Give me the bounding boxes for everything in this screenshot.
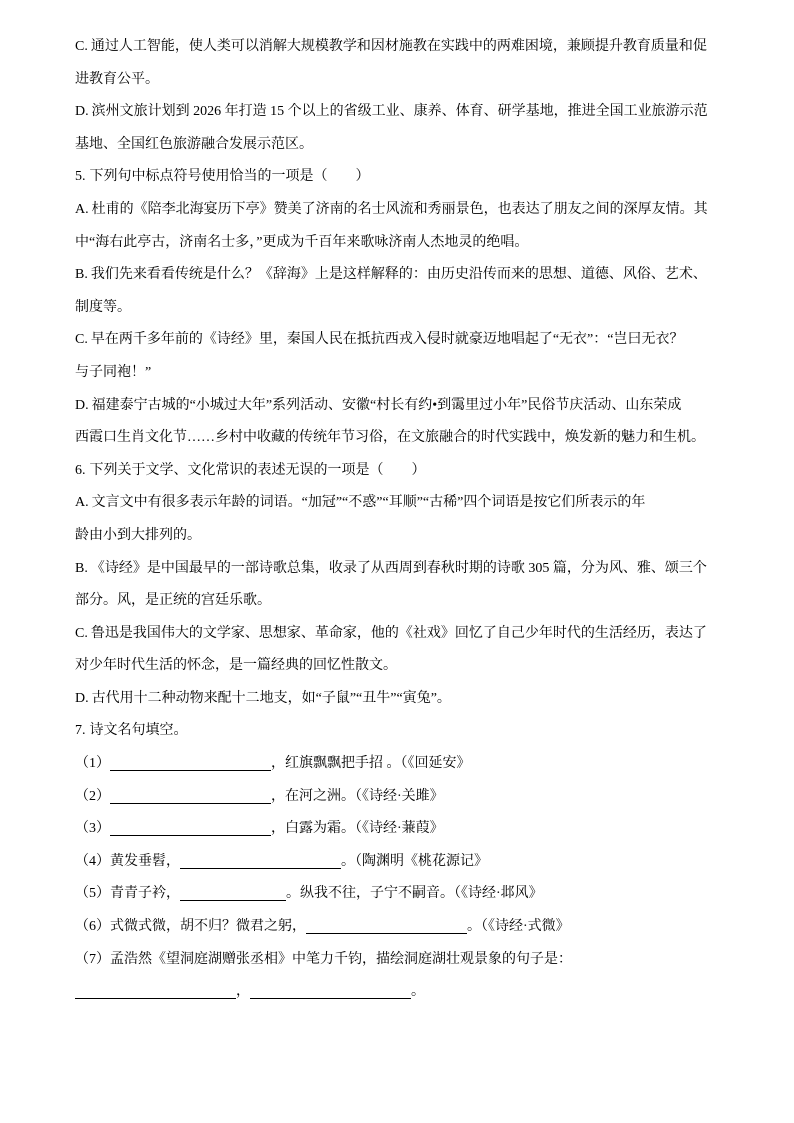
option-text: 通过人工智能，使人类可以消解大规模教学和因材施教在实践中的两难困境，兼顾提升教育质量和促 [90, 39, 707, 54]
text-line [75, 390, 735, 423]
option-text: 古代用十二种动物来配十二地支，如“子鼠”“丑牛”“寅兔”。 [91, 690, 451, 706]
text-line [75, 194, 735, 227]
q5-option-a [75, 194, 735, 259]
answer-blank [75, 982, 236, 999]
option-text: 杜甫的《陪李北海宴历下亭》赞美了济南的名士风流和秀丽景色，也表达了朋友之间的深厚友情。其 [91, 201, 708, 217]
text-line: 中“海右此亭古，济南名士多，”更成为千百年来歌咏济南人杰地灵的绝唱。 [75, 234, 529, 250]
option-text: 早在两千多年前的《诗经》里，秦国人民在抵抗西戎入侵时就豪迈地唱起了“无衣”：“岂曰无衣？ [90, 332, 684, 348]
text-line [75, 259, 735, 292]
answer-blank [110, 754, 271, 771]
item-prompt: （7）孟浩然《望洞庭湖赠张丞相》中笔力千钧，描绘洞庭湖壮观景象的句子是： [75, 951, 572, 967]
q6-stem [75, 455, 735, 488]
option-text: 文言文中有很多表示年龄的词语。“加冠”“不惑”“耳顺”“古稀”四个词语是按它们所表示的年 [91, 495, 646, 511]
fill-blank-item-4 [75, 846, 735, 879]
q6-option-b [75, 553, 735, 618]
fill-blank-item-1 [75, 748, 735, 781]
text-line [75, 553, 735, 586]
option-label: D. [75, 104, 89, 120]
q4-option-c [75, 31, 735, 96]
question-number: 6. [75, 462, 86, 478]
text-line: 进教育公平。 [75, 71, 159, 87]
option-text: 福建泰宁古城的“小城过大年”系列活动、安徽“村长有约•到霭里过小年”民俗节庆活动、山东荣成 [91, 397, 682, 413]
fill-blank-item-2 [75, 781, 735, 814]
text-line: 与子同袍！” [75, 364, 152, 380]
text-line: 基地、全国红色旅游融合发展示范区。 [75, 136, 313, 152]
item-prefix: （1） [75, 756, 110, 772]
item-suffix: 。（《诗经·式微》 [467, 919, 570, 935]
text-line: 对少年时代生活的怀念，是一篇经典的回忆性散文。 [75, 658, 397, 674]
answer-blank [110, 787, 271, 804]
item-suffix: ，红旗飘飘把手招 。（《回延安》 [271, 756, 471, 772]
answer-blank [306, 917, 467, 934]
text-line [75, 683, 735, 716]
option-label: C. [75, 625, 88, 641]
item-suffix: 。 [411, 984, 425, 1000]
item-prefix: （4）黄发垂髫， [75, 853, 180, 869]
option-label: B. [75, 267, 88, 283]
question-stem: 下列关于文学、文化常识的表述无误的一项是（ ） [89, 462, 426, 478]
option-text: 我们先来看看传统是什么？《辞海》上是这样解释的：由历史沿传而来的思想、道德、风俗、艺术、 [90, 267, 707, 283]
option-label: B. [75, 560, 88, 576]
option-label: A. [75, 201, 89, 217]
question-number: 5. [75, 169, 86, 185]
fill-blank-item-7 [75, 944, 735, 1009]
question-number: 7. [75, 723, 86, 739]
text-line: 西霞口生肖文化节……乡村中收藏的传统年节习俗，在文旅融合的时代实践中，焕发新的魅力和生机。 [75, 430, 705, 446]
option-text: 鲁迅是我国伟大的文学家、思想家、革命家，他的《社戏》回忆了自己少年时代的生活经历，表达了 [90, 625, 707, 641]
item-suffix: ，在河之洲。（《诗经·关雎》 [271, 788, 444, 804]
question-stem: 诗文名句填空。 [89, 723, 188, 739]
item-suffix: ，白露为霜。（《诗经·蒹葭》 [271, 821, 444, 837]
answer-blank [180, 884, 286, 901]
answer-blank [110, 819, 271, 836]
q4-option-d [75, 96, 735, 161]
fill-blank-item-3 [75, 813, 735, 846]
fill-blank-item-5 [75, 878, 735, 911]
q5-option-d [75, 390, 735, 455]
option-label: C. [75, 332, 88, 348]
text-line [75, 618, 735, 651]
text-line [75, 31, 735, 64]
fill-blank-item-6 [75, 911, 735, 944]
text-line: 制度等。 [75, 299, 131, 315]
option-label: A. [75, 495, 89, 511]
text-line: 龄由小到大排列的。 [75, 527, 201, 543]
answer-blank [180, 852, 341, 869]
option-text: 《诗经》是中国最早的一部诗歌总集，收录了从西周到春秋时期的诗歌 305 篇，分为风、雅、颂三个 [90, 560, 707, 576]
q6-option-a [75, 487, 735, 552]
item-prefix: （2） [75, 788, 110, 804]
q5-stem [75, 161, 735, 194]
item-prefix: （6）式微式微，胡不归？微君之躬， [75, 919, 306, 935]
item-prefix: （3） [75, 821, 110, 837]
blank-separator: ， [236, 984, 250, 1000]
q7-stem [75, 715, 735, 748]
q5-option-c [75, 324, 735, 389]
item-suffix: 。纵我不往，子宁不嗣音。（《诗经·邶风》 [286, 886, 543, 902]
document-page [75, 31, 735, 1009]
option-label: D. [75, 397, 89, 413]
option-label: D. [75, 690, 89, 706]
question-stem: 下列句中标点符号使用恰当的一项是（ ） [89, 169, 370, 185]
text-line [75, 96, 735, 129]
text-line: 部分。风，是正统的宫廷乐歌。 [75, 593, 271, 609]
option-text: 滨州文旅计划到 2026 年打造 15 个以上的省级工业、康养、体育、研学基地，推进全国工业旅游示范 [91, 104, 708, 120]
item-suffix: 。（陶渊明《桃花源记》 [341, 853, 488, 869]
option-label: C. [75, 39, 88, 54]
q5-option-b [75, 259, 735, 324]
q6-option-c [75, 618, 735, 683]
text-line [75, 487, 735, 520]
answer-line [75, 976, 735, 1009]
item-prefix: （5）青青子衿， [75, 886, 180, 902]
q6-option-d [75, 683, 735, 716]
answer-blank [250, 982, 411, 999]
text-line [75, 324, 735, 357]
